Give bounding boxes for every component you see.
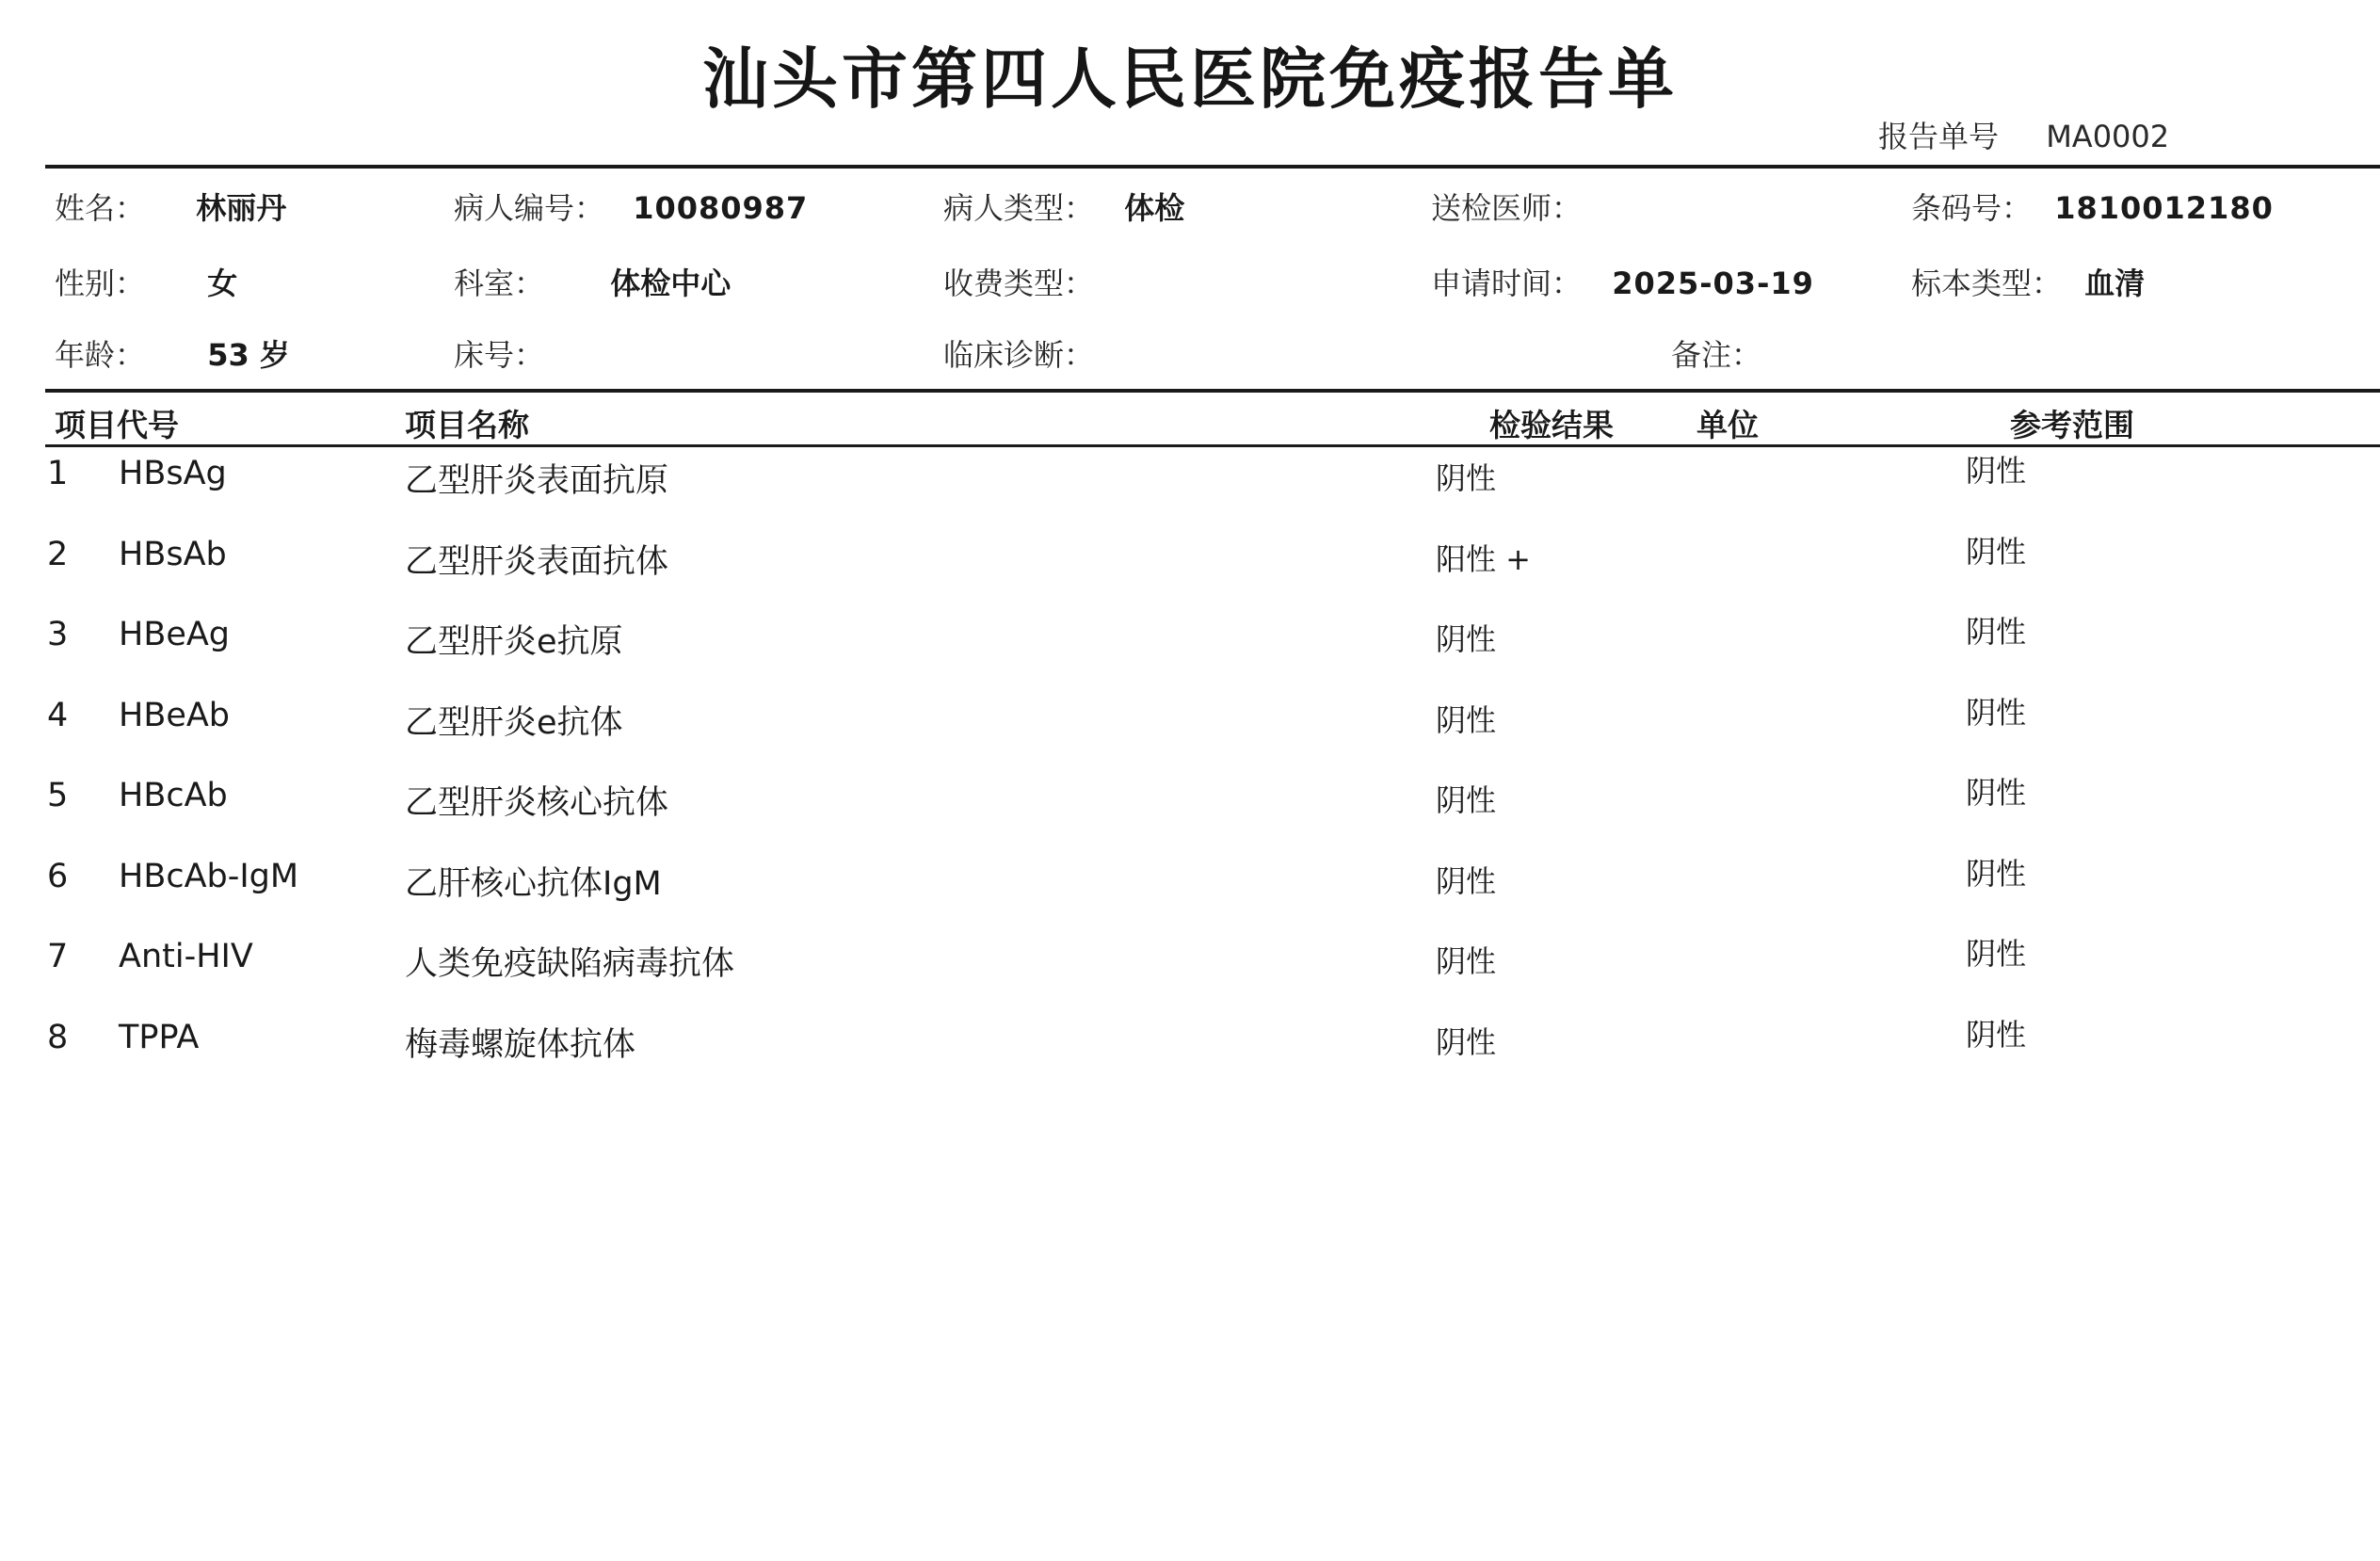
row-result: 阴性 [1436, 782, 1497, 818]
department-value: 体检中心 [610, 266, 732, 301]
patient-type-label: 病人类型： [943, 190, 1095, 226]
row-result: 阴性 [1436, 1024, 1497, 1060]
table-row [0, 616, 2380, 691]
row-code: TPPA [119, 1019, 200, 1056]
row-index: 4 [47, 697, 69, 734]
patient-type-field [943, 185, 1184, 228]
row-index: 2 [47, 536, 69, 573]
row-result: 阴性 [1436, 863, 1497, 899]
row-code: HBsAb [119, 536, 227, 573]
patient-name-label: 姓名： [55, 190, 146, 226]
row-reference: 阴性 [1966, 534, 2027, 570]
barcode-value: 1810012180 [2054, 190, 2274, 226]
report-number-value: MA0002 [2046, 119, 2170, 154]
row-result: 阴性 [1436, 460, 1497, 496]
barcode-label: 条码号： [1911, 190, 2033, 226]
remark-field [1671, 331, 1761, 375]
table-row [0, 536, 2380, 611]
header-name: 项目名称 [405, 407, 529, 443]
patient-id-label: 病人编号： [454, 190, 605, 226]
apply-time-label: 申请时间： [1431, 266, 1583, 301]
bed-field [454, 331, 544, 375]
report-number [1878, 113, 2169, 156]
row-index: 1 [47, 455, 69, 492]
apply-time-field [1431, 260, 1814, 303]
row-index: 8 [47, 1019, 69, 1056]
row-code: Anti-HIV [119, 938, 253, 975]
sex-label: 性别： [55, 266, 146, 301]
row-code: HBeAb [119, 697, 231, 734]
doctor-field [1431, 185, 1582, 228]
sex-field [55, 260, 237, 303]
barcode-field [1911, 185, 2274, 228]
age-field [55, 331, 290, 375]
row-index: 5 [47, 777, 69, 814]
diagnosis-label: 临床诊断： [943, 337, 1095, 373]
specimen-value: 血清 [2084, 266, 2146, 301]
row-index: 6 [47, 858, 69, 895]
age-label: 年龄： [55, 337, 146, 373]
header-code: 项目代号 [55, 407, 179, 443]
report-number-label: 报告单号 [1878, 119, 2000, 154]
table-row [0, 777, 2380, 852]
department-field [454, 260, 731, 303]
row-name: 乙型肝炎e抗体 [405, 704, 623, 742]
bed-label: 床号： [454, 337, 545, 373]
specimen-label: 标本类型： [1911, 266, 2063, 301]
age-value: 53 岁 [207, 337, 290, 373]
row-result: 阴性 [1436, 943, 1497, 979]
row-name: 乙肝核心抗体IgM [405, 865, 662, 903]
specimen-field [1911, 260, 2145, 303]
row-name: 乙型肝炎核心抗体 [405, 784, 669, 822]
remark-label: 备注： [1671, 337, 1762, 373]
row-code: HBcAb [119, 777, 228, 814]
row-reference: 阴性 [1966, 1017, 2027, 1053]
row-index: 7 [47, 938, 69, 975]
row-reference: 阴性 [1966, 775, 2027, 811]
row-name: 人类免疫缺陷病毒抗体 [405, 945, 735, 983]
row-reference: 阴性 [1966, 936, 2027, 972]
row-result: 阴性 [1436, 621, 1497, 657]
row-code: HBcAb-IgM [119, 858, 299, 895]
patient-id-field [454, 185, 808, 228]
apply-time-value: 2025-03-19 [1612, 266, 1814, 301]
header-result: 检验结果 [1489, 407, 1614, 443]
department-label: 科室： [454, 266, 545, 301]
table-row [0, 455, 2380, 530]
table-header-rule [45, 444, 2380, 447]
doctor-label: 送检医师： [1431, 190, 1583, 226]
row-index: 3 [47, 616, 69, 653]
header-unit: 单位 [1697, 407, 1759, 443]
row-name: 乙型肝炎e抗原 [405, 623, 623, 661]
diagnosis-field [943, 331, 1094, 375]
header-reference: 参考范围 [2010, 407, 2134, 443]
row-reference: 阴性 [1966, 614, 2027, 650]
row-result: 阴性 [1436, 702, 1497, 738]
row-reference: 阴性 [1966, 695, 2027, 731]
table-row [0, 858, 2380, 933]
fee-type-field [943, 260, 1094, 303]
table-row [0, 697, 2380, 772]
row-result: 阳性 + [1436, 541, 1531, 577]
row-name: 乙型肝炎表面抗体 [405, 543, 669, 581]
report-title: 汕头市第四人民医院免疫报告单 [702, 40, 1678, 118]
sex-value: 女 [207, 266, 238, 301]
patient-name-value: 林丽丹 [196, 190, 287, 226]
table-row [0, 938, 2380, 1013]
row-reference: 阴性 [1966, 453, 2027, 489]
header-bottom-rule [45, 389, 2380, 393]
patient-name-field [55, 185, 286, 228]
patient-type-value: 体检 [1124, 190, 1185, 226]
row-name: 乙型肝炎表面抗原 [405, 462, 669, 500]
row-name: 梅毒螺旋体抗体 [405, 1026, 636, 1064]
row-reference: 阴性 [1966, 856, 2027, 892]
table-row [0, 1019, 2380, 1094]
header-top-rule [45, 165, 2380, 169]
patient-id-value: 10080987 [633, 190, 809, 226]
fee-type-label: 收费类型： [943, 266, 1095, 301]
row-code: HBsAg [119, 455, 227, 492]
row-code: HBeAg [119, 616, 231, 653]
